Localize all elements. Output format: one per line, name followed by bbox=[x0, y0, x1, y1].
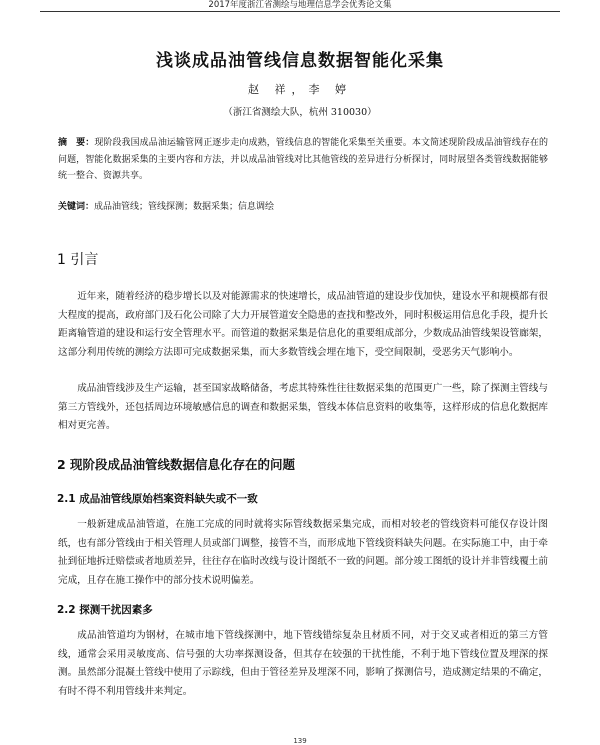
section-1-heading: 1 引言 bbox=[57, 252, 99, 268]
subsection-2-1-paragraph: 一般新建成品油管道，在施工完成的同时就将实际管线数据采集完成，而相对较老的管线资料可能仅存设计图纸，也有部分管线由于相关管理人员或部门调整，接管不当，而形成地下管线资料缺失问题。在实际施工中，由于牵扯到征地拆迁赔偿或者地质差异，往往存在临时改线与设计图纸不一致的问题。部分竣工图纸的设计并非管线覆土前完成，且存在施工操作中的部分技术说明偏差。 bbox=[58, 519, 548, 586]
subsection-2-2-paragraph: 成品油管道均为钢材，在城市地下管线探测中，地下管线错综复杂且材质不同，对于交叉或者相近的第三方管线，通常会采用灵敏度高、信号强的大功率探测设备，但其存在较强的干扰性能，不利于地下管线位置及埋深的探测。虽然部分混凝土管线中使用了示踪线，但由于管径差异及埋深不同，影响了探测信号，造成测定结果的不确定，有时不得不利用管线井来判定。 bbox=[58, 630, 548, 697]
subsection-2-1-heading: 2.1 成品油管线原始档案资料缺失或不一致 bbox=[57, 493, 258, 505]
paper-authors: 赵 祥，李 婷 bbox=[248, 83, 352, 96]
keywords-label: 关键词： bbox=[58, 202, 95, 212]
section-1-paragraph-2: 成品油管线涉及生产运输，甚至国家战略储备，考虑其特殊性往往数据采集的范围更广一些，除了探测主管线与第三方管线外，还包括周边环境敏感信息的调查和数据采集，管线本体信息资料的收集等，这样形成的信息化数据库相对更完善。 bbox=[58, 383, 548, 431]
keywords bbox=[58, 200, 548, 214]
keywords-text: 成品油管线；管线探测；数据采集；信息调绘 bbox=[94, 202, 275, 212]
section-1-paragraph-1: 近年来，随着经济的稳步增长以及对能源需求的快速增长，成品油管道的建设步伐加快，建设水平和规模都有很大程度的提高，政府部门及石化公司除了大力开展管道安全隐患的查找和整改外，同时积极运用信息化手段，提升长距离输管道的建设和运行安全管理水平。而管道的数据采集是信息化的重要组成部分，少数成品油管线架设管廊架，这部分利用传统的测绘方法即可完成数据采集，而大多数管线会埋在地下，受空间限制，受恶劣天气影响小。 bbox=[58, 291, 548, 358]
abstract-text: 现阶段我国成品油运输管网正逐步走向成熟，管线信息的智能化采集至关重要。本文简述现阶段成品油管线存在的问题，智能化数据采集的主要内容和方法，并以成品油管线对比其他管线的差异进行分析探讨，同时展望各类管线数据能够统一整合、资源共享。 bbox=[58, 138, 548, 181]
header-divider bbox=[40, 11, 560, 12]
subsection-2-2-heading: 2.2 探测干扰因素多 bbox=[57, 604, 153, 616]
abstract bbox=[58, 135, 548, 185]
abstract-label: 摘 要： bbox=[58, 138, 95, 148]
page-number: 139 bbox=[293, 737, 307, 745]
paper-affiliation: （浙江省测绘大队，杭州 310030） bbox=[223, 107, 377, 118]
running-header: 2017年度浙江省测绘与地理信息学会优秀论文集 bbox=[208, 0, 392, 10]
section-2-heading: 2 现阶段成品油管线数据信息化存在的问题 bbox=[57, 457, 296, 472]
paper-title: 浅谈成品油管线信息数据智能化采集 bbox=[156, 51, 444, 71]
